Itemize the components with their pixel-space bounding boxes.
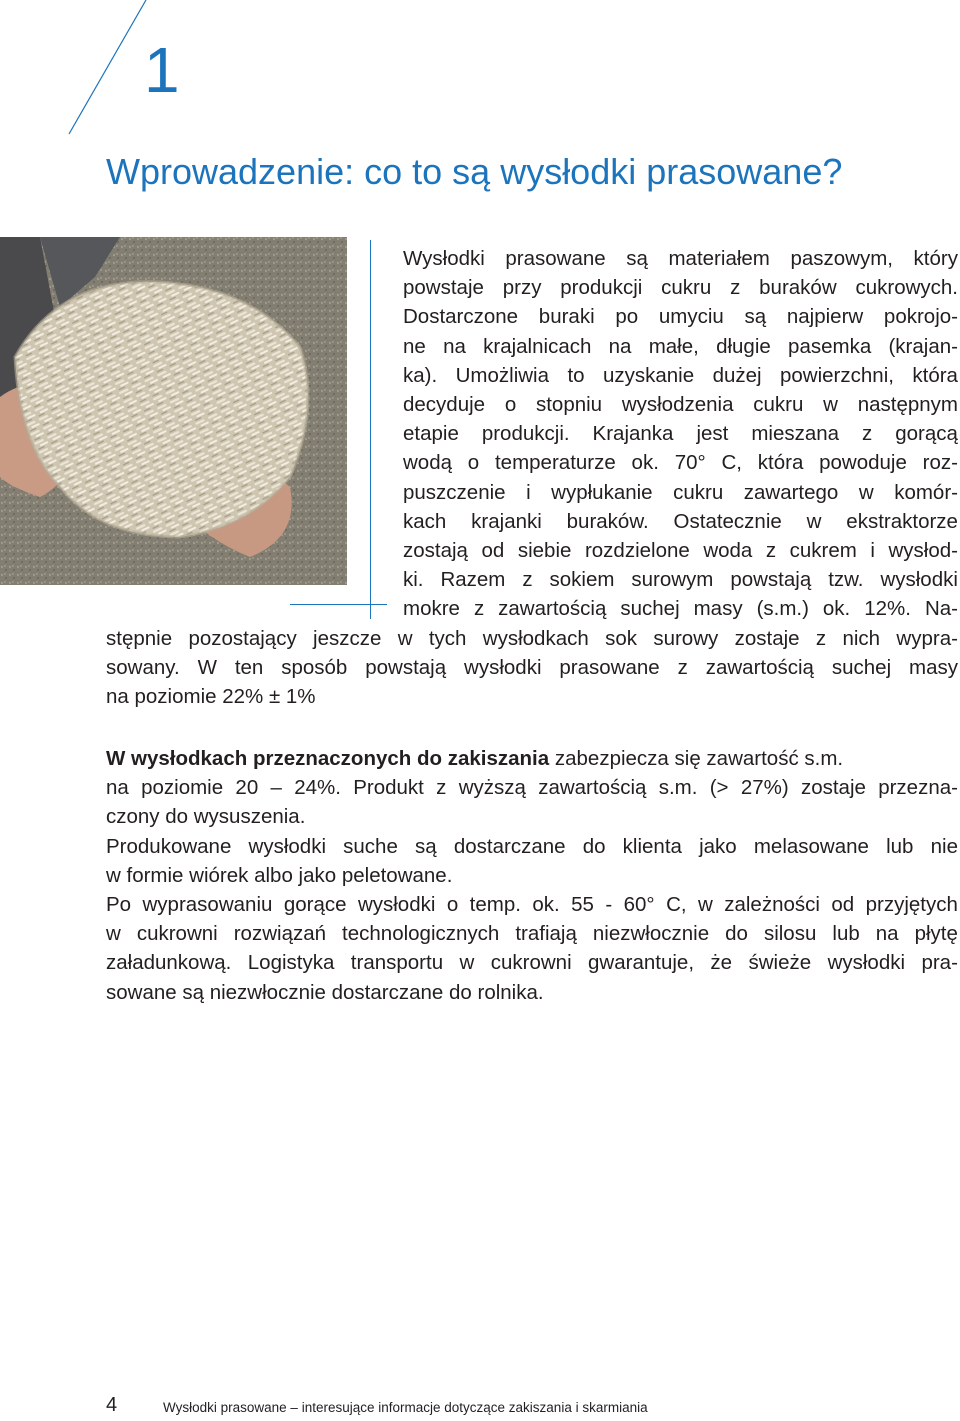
text-line: w formie wiórek albo jako peletowane. bbox=[106, 863, 453, 887]
horizontal-divider-line bbox=[290, 604, 387, 605]
text-line: na poziomie 22% ± 1% bbox=[106, 685, 316, 709]
text-line: ka). Umożliwia to uzyskanie dużej powierzchni, która bbox=[403, 363, 958, 387]
text-line: wodą o temperaturze ok. 70° C, która powoduje roz- bbox=[403, 451, 958, 475]
text-line-lead bbox=[106, 744, 958, 773]
text-line: załadunkową. Logistyka transportu w cukrowni gwarantuje, że świeże wysłodki pra- bbox=[106, 951, 958, 975]
lead-rest-text: zabezpiecza się zawartość s.m. bbox=[554, 747, 844, 770]
text-line: decyduje o stopniu wysłodzenia cukru w następnym bbox=[403, 393, 958, 417]
text-line: kach krajanki buraków. Ostatecznie w ekstraktorze bbox=[403, 509, 958, 533]
text-line: stępnie pozostający jeszcze w tych wysłodkach sok surowy zostaje z nich wypra- bbox=[106, 627, 958, 650]
text-line: ki. Razem z sokiem surowym powstają tzw. wysłodki bbox=[403, 568, 958, 592]
page-number: 4 bbox=[106, 1394, 118, 1416]
text-line: na poziomie 20 – 24%. Produkt z wyższą zawartością s.m. (> 27%) zostaje przezna- bbox=[106, 776, 958, 800]
text-line: czony do wysuszenia. bbox=[106, 805, 306, 829]
text-line: Wysłodki prasowane są materiałem paszowym, który bbox=[403, 247, 958, 270]
text-line: puszczenie i wypłukanie cukru zawartego w komór- bbox=[403, 480, 958, 504]
text-line: Po wyprasowaniu gorące wysłodki o temp. ok. 55 - 60° C, w zależności od przyjętych bbox=[106, 893, 958, 917]
bold-lead-text: W wysłodkach przeznaczonych do zakiszania bbox=[106, 747, 550, 770]
text-line: Dostarczone buraki po umyciu są najpierw pokrojo- bbox=[403, 305, 958, 329]
text-line: sowane są niezwłocznie dostarczane do rolnika. bbox=[106, 980, 544, 1004]
chapter-number: 1 bbox=[144, 34, 180, 106]
text-line: Produkowane wysłodki suche są dostarczane do klienta jako melasowane lub nie bbox=[106, 834, 958, 858]
running-footer-title: Wysłodki prasowane – interesujące informacje dotyczące zakiszania i skarmiania bbox=[163, 1400, 648, 1415]
text-line: w cukrowni rozwiązań technologicznych trafiają niezwłocznie do silosu lub na płytę bbox=[106, 922, 958, 946]
text-line: sowany. W ten sposób powstają wysłodki prasowane z zawartością suchej masy bbox=[106, 656, 958, 680]
text-line: mokre z zawartością suchej masy (s.m.) ok. 12%. Na- bbox=[403, 597, 958, 621]
vertical-divider-line bbox=[370, 240, 371, 619]
beet-pulp-photo bbox=[0, 237, 347, 585]
page-footer bbox=[106, 1392, 960, 1421]
decorative-slash-line bbox=[0, 0, 160, 140]
silage-paragraph bbox=[106, 744, 958, 1007]
text-line: etapie produkcji. Krajanka jest mieszana z gorącą bbox=[403, 422, 958, 446]
text-line: zostają od siebie rozdzielone woda z cukrem i wysłod- bbox=[403, 539, 958, 563]
intro-paragraph-right bbox=[403, 244, 958, 624]
intro-paragraph-continuation bbox=[106, 624, 958, 712]
text-line: powstaje przy produkcji cukru z buraków cukrowych. bbox=[403, 276, 958, 300]
chapter-title: Wprowadzenie: co to są wysłodki prasowane? bbox=[106, 151, 843, 192]
text-line: ne na krajalnicach na małe, długie pasemka (krajan- bbox=[403, 334, 958, 358]
